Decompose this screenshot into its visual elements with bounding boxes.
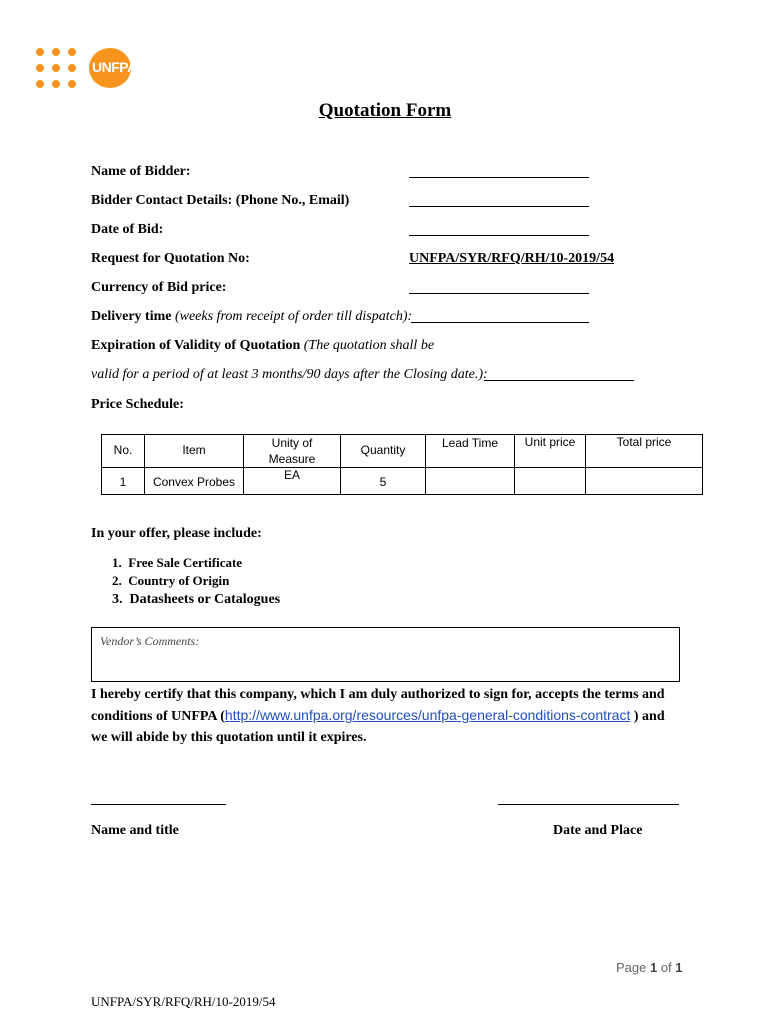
- delivery-label: Delivery time: [91, 309, 172, 324]
- header-quantity: Quantity: [341, 435, 426, 468]
- certify-text-1: I hereby certify that this company, which I am duly authorized to sign for, accepts the terms and conditions of UNFPA (: [91, 687, 665, 724]
- cell-item: Convex Probes: [145, 468, 244, 495]
- page-title: Quotation Form: [318, 100, 452, 121]
- cell-unit-of-measure: EA: [244, 468, 341, 495]
- name-and-title-label: Name and title: [91, 823, 179, 838]
- header-unit-price: Unit price: [515, 435, 586, 468]
- date-and-place-label: Date and Place: [553, 823, 643, 838]
- include-item-1: Free Sale Certificate: [128, 555, 243, 570]
- expiration-label: Expiration of Validity of Quotation: [91, 338, 301, 353]
- field-label-name-of-bidder: Name of Bidder:: [91, 164, 191, 179]
- field-label-contact-details: Bidder Contact Details: (Phone No., Email): [91, 193, 350, 208]
- header-no: No.: [102, 435, 145, 468]
- expiration-note-line-2: [91, 367, 488, 383]
- field-label-date-of-bid: Date of Bid:: [91, 222, 164, 237]
- field-label-expiration: [91, 338, 434, 354]
- field-label-delivery-time: [91, 309, 412, 325]
- include-list-item: 2. Country of Origin: [112, 573, 230, 588]
- include-list-item: 1. Free Sale Certificate: [112, 555, 243, 570]
- field-label-rfq-no: Request for Quotation No:: [91, 251, 250, 266]
- cell-unit-price[interactable]: [515, 468, 586, 495]
- field-line-currency[interactable]: [409, 293, 589, 294]
- cell-no: 1: [102, 468, 145, 495]
- header-unit-of-measure: Unity of Measure: [244, 435, 341, 468]
- header-lead-time: Lead Time: [426, 435, 515, 468]
- price-table: [101, 434, 703, 495]
- page-of: of: [657, 960, 676, 975]
- vendor-comments-box[interactable]: [91, 627, 680, 682]
- table-header-row: [102, 435, 703, 468]
- expiration-note-1: (The quotation shall be: [303, 338, 435, 353]
- field-line-delivery-time[interactable]: [411, 322, 589, 323]
- signature-line-name[interactable]: [91, 804, 226, 805]
- field-line-name-of-bidder[interactable]: [409, 177, 589, 178]
- include-item-2: Country of Origin: [128, 573, 230, 588]
- vendor-comments-label: Vendor’s Comments:: [100, 634, 200, 648]
- cell-total-price[interactable]: [586, 468, 703, 495]
- cell-lead-time[interactable]: [426, 468, 515, 495]
- field-line-expiration[interactable]: [484, 380, 634, 381]
- page-number: [616, 960, 683, 975]
- header-item: Item: [145, 435, 244, 468]
- signature-line-date[interactable]: [498, 804, 679, 805]
- field-value-rfq-no: UNFPA/SYR/RFQ/RH/10-2019/54: [409, 251, 615, 266]
- certify-text-2: ) and we will abide by this quotation until it expires.: [91, 709, 665, 745]
- page-current: 1: [649, 960, 658, 975]
- page-total: 1: [675, 960, 683, 975]
- include-heading: In your offer, please include:: [91, 526, 262, 541]
- cell-quantity: 5: [341, 468, 426, 495]
- header-total-price: Total price: [586, 435, 703, 468]
- field-line-date-of-bid[interactable]: [409, 235, 589, 236]
- include-list-item: 3. Datasheets or Catalogues: [112, 592, 281, 607]
- page-prefix: Page: [616, 960, 650, 975]
- footer-reference: UNFPA/SYR/RFQ/RH/10-2019/54: [91, 994, 276, 1009]
- field-label-currency: Currency of Bid price:: [91, 280, 227, 295]
- expiration-note-2: valid for a period of at least 3 months/90 days after the Closing date.):: [91, 367, 488, 382]
- delivery-note: (weeks from receipt of order till dispatch):: [174, 309, 413, 324]
- field-line-contact-details[interactable]: [409, 206, 589, 207]
- terms-link[interactable]: http://www.unfpa.org/resources/unfpa-general-conditions-contract: [224, 707, 631, 723]
- table-row: [102, 468, 703, 495]
- unfpa-logo: [36, 44, 137, 92]
- price-schedule-label: Price Schedule:: [91, 397, 184, 412]
- logo-text: UNFPA: [92, 59, 137, 75]
- certification-text: [91, 684, 681, 748]
- include-item-3: Datasheets or Catalogues: [129, 592, 281, 607]
